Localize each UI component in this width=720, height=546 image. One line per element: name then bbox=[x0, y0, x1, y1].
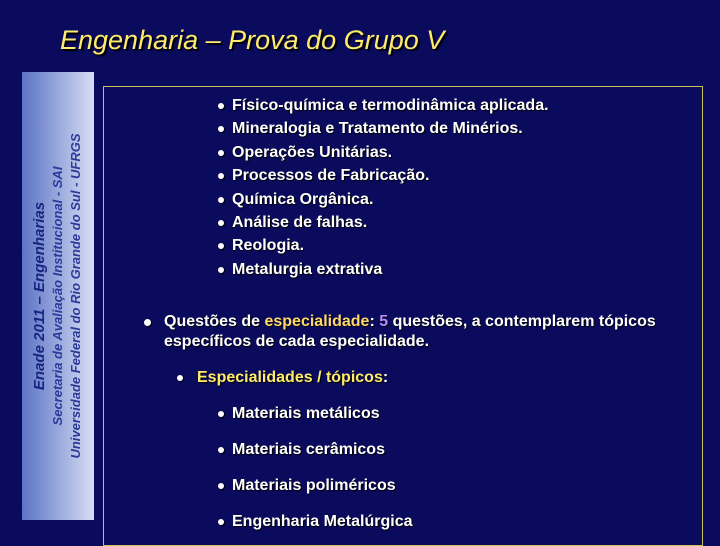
bullet-icon bbox=[144, 319, 151, 326]
bullet-icon bbox=[218, 103, 224, 109]
specialty-questions-item bbox=[164, 312, 684, 352]
list-item: Análise de falhas. bbox=[232, 211, 549, 234]
sidebar-vertical-text bbox=[28, 86, 88, 506]
specialties-label: Especialidades / tópicos bbox=[197, 369, 383, 386]
list-item: Materiais poliméricos bbox=[232, 474, 413, 510]
bullet-icon bbox=[218, 519, 224, 525]
slide-title: Engenharia – Prova do Grupo V bbox=[60, 25, 445, 55]
bullet-icon bbox=[218, 447, 224, 453]
list-item: Materiais cerâmicos bbox=[232, 438, 413, 474]
list-item: Materiais metálicos bbox=[232, 402, 413, 438]
list-item: Operações Unitárias. bbox=[232, 141, 549, 164]
specialty-highlight: especialidade bbox=[264, 313, 370, 330]
main-item-middle: : bbox=[369, 313, 380, 330]
sidebar-banner bbox=[22, 72, 94, 520]
main-item-suffix: questões, a contemplarem tópicos específicos de cada especialidade. bbox=[164, 313, 656, 350]
bullet-icon bbox=[218, 150, 224, 156]
bullet-icon bbox=[218, 220, 224, 226]
list-item: Metalurgia extrativa bbox=[232, 258, 549, 281]
bullet-icon bbox=[177, 375, 183, 381]
list-item: Físico-química e termodinâmica aplicada. bbox=[232, 94, 549, 117]
topics-list bbox=[232, 94, 549, 281]
question-count: 5 bbox=[379, 313, 389, 330]
sidebar-line-1: Enade 2011 – Engenharias bbox=[31, 201, 48, 391]
bullet-icon bbox=[218, 197, 224, 203]
specialties-colon: : bbox=[382, 369, 389, 386]
main-item-prefix: Questões de bbox=[164, 313, 265, 330]
bullet-icon bbox=[218, 267, 224, 273]
sidebar-line-2: Secretaria de Avaliação Institucional - SAI bbox=[50, 166, 65, 426]
bullet-icon bbox=[218, 483, 224, 489]
list-item: Reologia. bbox=[232, 234, 549, 257]
specialties-list bbox=[232, 402, 413, 546]
list-item: Mineralogia e Tratamento de Minérios. bbox=[232, 117, 549, 140]
list-item: Engenharia Metalúrgica bbox=[232, 510, 413, 546]
specialties-heading bbox=[197, 368, 388, 388]
list-item: Processos de Fabricação. bbox=[232, 164, 549, 187]
bullet-icon bbox=[218, 411, 224, 417]
list-item: Química Orgânica. bbox=[232, 188, 549, 211]
sidebar-line-3: Universidade Federal do Rio Grande do Sul - UFRGS bbox=[68, 133, 83, 459]
